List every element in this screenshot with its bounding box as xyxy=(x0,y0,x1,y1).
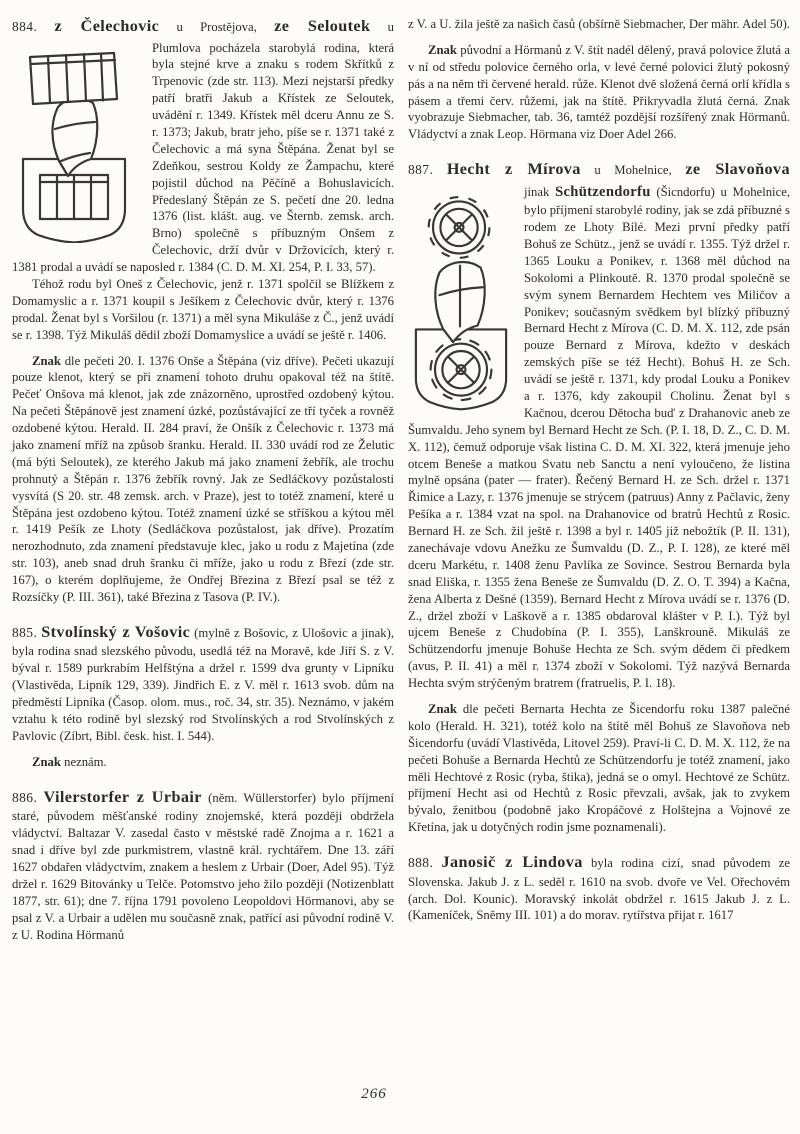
gear-icon xyxy=(429,197,490,258)
entry-number: 887. xyxy=(408,162,434,178)
entry-885-heading-paragraph xyxy=(12,622,394,745)
entry-886 xyxy=(12,787,394,944)
family-name: Stvolínský z Vošovic xyxy=(41,622,191,641)
blazon-text: dle pečeti Bernarta Hechta ze Šicendorfu roku 1387 palečné kolo (Herald. H. 321), totéž kolo na štítě měl Bohuš ze Slavoňova neb Šicendorfu (uvádí Vlastivěda, Litovel 259). Praví-li C. D. M. X. 112, že na pečeti Bohuše a Bernarda Hechtů ze Schützendorfu je totéž znamení, jako měli Hechtové z Rosic (ryba, štika), jedná se o omyl. Hechtové ze Schütz. příjmení Hecht asi od Hechtů z Rosic převzali, avšak, jak to zvykem bývalo, ženitbou (podobně jako Kropáčové z Holštejna a Vojnové ze Křetína, jak u dotyčných rodin jsme poznamenali). xyxy=(408,702,790,835)
paragraph: Plumlova pocházela starobylá rodina, která byla stejné krve a znaku s rodem Skřítků z Trpenovic (zde str. 113). Mezi nejstarší předky patří bratři Jakub a Křístek ze Seloutek, uvádění r. 1349. Křístek měl dceru Annu ze S. r. 1373; Jakub, bratr jeho, píše se r. 1371 také z Čelechovic a má syna Štěpána. Ženat byl se Zdeňkou, sestrou Koldy ze Žampachu, které pojistil důchod na Pěčíně a Bohuslavicích. Předeslaný Štěpán ze S. pečetí dne 20. ledna 1376 (list. klášt. aug. ve Šternb. zemsk. arch. Brno) společně s příbuzným Onšem z Čelechovic, drží dvůr v Držovicích, který r. 1381 prodal a uvádí se naposled r. 1384 (C. D. M. XI. 254, P. I. 33, 57). xyxy=(12,40,394,275)
paragraph-text: (něm. Wüllerstorfer) bylo příjmení staré, původem měšťanské rodiny znojemské, která později obdržela vládyctví. Baltazar V. zasedal často v městské radě Znojma a r. 1621 a snad i dříve byl zde purkmistrem, vlastně král. rychtářem. Dne 13. září 1627 obdařen vládyctvím, znakem a heslem z Urbair (Doer, Adel 95). Týž držel r. 1629 Bitovánky u Telče. Potomstvo jeho žilo později (Notizenblatt 1877, str. 61); dne 7. října 1791 povoleno Leopoldovi Hörmanovi, aby se psal z V. a Urbair a udělen mu současně znak, patřící asi původní rodině V. z U. Rodina Hörmanů xyxy=(12,790,394,942)
coat-of-arms-887-illustration xyxy=(410,186,512,414)
entry-number: 884. xyxy=(12,19,38,34)
entry-number: 885. xyxy=(12,624,38,640)
family-name: Schützendorfu xyxy=(555,183,651,200)
znak-label: Znak xyxy=(32,754,61,769)
znak-label: Znak xyxy=(428,42,457,57)
right-column xyxy=(408,16,790,943)
paragraph-text: byla rodina cizí, snad původem ze Slovenska. Jakub J. z L. seděl r. 1610 na svob. dvoře ve Vel. Ořechovém (arch. Dol. Kounic). Moravský inkolát obdržel r. 1615 Jakub J. z L. (Kameníček, Sněmy III. 101) a do morav. rytířstva přijat r. 1617 xyxy=(408,856,791,923)
paragraph-text: jinak xyxy=(524,184,550,199)
page-number: 266 xyxy=(361,1086,387,1102)
two-column-layout xyxy=(12,16,790,943)
blazon-text: původní a Hörmanů z V. štít nadél dělený, pravá polovice žlutá a v ní od středu polovice černého orla, v levé černé polovici žlutý pokosný pás a na něm tři červené herald. růže. Klenot dvě složená černá orlí křídla s pásem a třemi červ. růžemi, jak na štítě. Přikryvadla žlutá černá. Znak vyobrazuje Siebmacher, tab. 36, tamtéž pozdější rozšířený znak Hörmanů. Vládyctví a znak Leop. Hörmana viz Doer Adel 266. xyxy=(408,42,790,142)
entry-number: 888. xyxy=(408,855,434,871)
blazon-paragraph xyxy=(12,754,394,771)
znak-label: Znak xyxy=(428,702,457,717)
heading-text: u Prostějova, xyxy=(176,20,257,34)
paragraph: Téhož rodu byl Oneš z Čelechovic, jenž r. 1371 spolčil se Blížkem z Domamyslic a r. 1371 koupil s Ješíkem z Čelechovic dvůr, který r. 1376 prodal. Ženat byl s Voršilou (r. 1371) a měl syna Mikuláše z Č., jenž uvádí se r. 1398. Týž Mikuláš dědil zboží Domamyslice a uvádí se ještě r. 1406. xyxy=(12,277,394,342)
left-column xyxy=(12,16,394,943)
entry-884-heading xyxy=(12,16,394,38)
crest-icon xyxy=(30,53,117,104)
entry-888 xyxy=(408,852,790,924)
family-name: Hecht z Mírova xyxy=(446,160,581,179)
entry-887-body xyxy=(408,183,790,692)
family-name: ze Slavoňova xyxy=(685,160,791,179)
blazon-text: neznám. xyxy=(64,754,107,769)
blazon-paragraph xyxy=(12,353,394,606)
coat-of-arms-884-illustration xyxy=(14,43,140,243)
entry-884 xyxy=(12,16,394,606)
paragraph-text: (mylně z Bošovic, z Ulošovic a jinak), byla rodina snad slezského původu, usedlá též na Moravě, kde Jiří S. z V. býval r. 1589 purkrabím Helfštýna a držel r. 1599 dva grunty v Lipníku (Vlastivěda, Lipník 129, 339). Jindřich E. z V. měl r. 1613 svob. dům na předměstí Lipníka (Časop. olom. mus., roč. 34, str. 35). Neznámo, v jakém vztahu k této rodině byl slezský rod Stvolínských a rod Stvolínských z Pavlovic (Zíbrt, Bibl. česk. hist. I. 544). xyxy=(12,625,394,743)
paragraph-text: (Šicndorfu) u Mohelnice, bylo příjmení starobylé rodiny, jak se zdá příbuzné s rodem ze Lhoty Bílé. Mezi první předky patří Bohuš ze Schütz., jenž se uvádí r. 1355. Týž držel r. 1365 Louku a Ponikev, r. 1368 měl důchod na Sokolomi a Plinkoutě. R. 1370 prodal společně se svým synem Bernardem Hechtem ves Miličov a Ponikev; současným svědkem byl blízký příbuzný Bernard Hecht z Mírova (C. D. M. X. 112, zde psán pouze Bernard z Mírova, kdežto v deskách zemských píše se též Hecht). Bohuš H. ze Sch. uvádí se ještě r. 1371, kdy prodal Louku a Ponikev a r. 1376, kdy zakoupil Cholinu. Ženat byl s Kačnou, dcerou Dětocha buď z Drahanovic aneb ze Šumvaldu. Jeho synem byl Bernard Hecht ze Sch. (P. I. 18, D. Z., C. D. M. X. 112), čemuž odporuje však listina C. D. M. XI. 322, která jmenuje jeho otcem Beneše a matkou Svatu neb Sanctu a není vyloučeno, že listina mylně opsána (pater — frater). Řečený Bernard H. ze Sch. držel r. 1371 Řimice a Lazy, r. 1376 jmenuje se strýcem (patruus) Anny z Pačlavic, ženy Pešíka a r. 1384 vzat na spol. na Drahanovice od bratrů Hechtů z Rosic. Bernard H. ze Sch. žil ještě r. 1398 a byl r. 1405 již nebožtík (P. II. 131), zanechávaje vdovu Anežku ze Šumvaldu (D. Z., P. I. 128), ze které měl dceru Markétu, r. 1408 ženu Pavlíka ze Sovince. Sestrou Bernarda byla snad Eliška, r. 1355 žena Beneše ze Šumvaldu (D. Z. O. T. 394) a Kačna, žena Alberta z Dešné (1359). Bernard Hecht z Mírova uvádí se r. 1376 (D. Z., držel zboží v Laškově a r. 1385 obdaroval klášter v P. I.). Týž byl ujcem Beneše z Chudobína (P. I. 355), Lanškrouně. Mikuláš ze Schützendorfu jmenuje Bohuše Hechta ze Sch. svým dědem či předkem (avus, P. II. 41) a měl r. 1374 zboží v Sokolomi. Týž nazývá Bernarda Hechta svým strýčeným bratrem (fratruelis, P. I. 18). xyxy=(408,184,791,691)
heading-text: u xyxy=(387,20,394,34)
paragraph: z V. a U. žila ještě za našich časů (obšírně Siebmacher, Der mähr. Adel 50). xyxy=(408,17,790,31)
family-name: z Čelechovic xyxy=(54,17,160,35)
seal-arms-image xyxy=(410,186,512,414)
entry-885 xyxy=(12,622,394,771)
family-name: Janosič z Lindova xyxy=(441,853,583,872)
entry-886-continuation xyxy=(408,16,790,143)
znak-label: Znak xyxy=(32,353,61,368)
entry-888-heading-paragraph xyxy=(408,852,790,924)
gear-icon xyxy=(431,339,492,400)
helmet-icon xyxy=(52,98,97,176)
entry-884-body xyxy=(12,40,394,276)
blazon-text: dle pečeti 20. I. 1376 Onše a Štěpána (viz dříve). Pečeti ukazují pouze klenot, který se při znamení tohoto druhu opakoval též na štítě. Pečeť Onšova má klenot, jak zde znázorněno, uprostřed ozdobený kýtou. Na pečeti Štěpánově jest znamení úzké, pozůstávající ze tří tyček a rovněž ozdobené kýtou. Herald. II. 284 praví, že Onšík z Čelechovic r. 1373 má jako znamení mříž na způsob šranku. Herald. II. 330 uvádí rod ze Želutic (má býti Seloutek), ze kterého Jakub má jako znamení žebřík, ale trochu prohnutý a Štěpán r. 1376 žebřík rovný. Jak ze Sedláčkovy pozůstalosti vysvítá (S 20. str. 48 zemsk. arch. v Praze), jest to totéž znamení, které u Štěpána jest ozdobeno kýtou. Totéž znamení úzké se stříškou a kýtou měl r. 1419 Pešík ze Lhoty (Sedláčkova pozůstalost, jak dříve). Prozatím nerozhodnuto, zda znamení představuje klec, jako u rodu z Majetína (zde str. 103), aneb snad druh šranku či mříže, jako u rodu z Březí (zde str. 167), o kterém doplňujeme, že Ondřej Březina z Březí psal se též z Rozsíčky (P. III. 361), také Březina z Tasova (P. IV.). xyxy=(12,353,395,605)
entry-887-heading xyxy=(408,159,790,181)
heading-text: u Mohelnice, xyxy=(594,163,672,178)
blazon-paragraph xyxy=(408,42,790,143)
entry-887 xyxy=(408,159,790,836)
family-name: Vilerstorfer z Urbair xyxy=(43,787,202,806)
family-name: ze Seloutek xyxy=(274,17,371,35)
blazon-paragraph xyxy=(408,701,790,836)
seal-arms-image xyxy=(14,43,140,243)
shield-icon xyxy=(23,159,125,243)
entry-886-heading-paragraph xyxy=(12,787,394,944)
entry-number: 886. xyxy=(12,789,38,805)
